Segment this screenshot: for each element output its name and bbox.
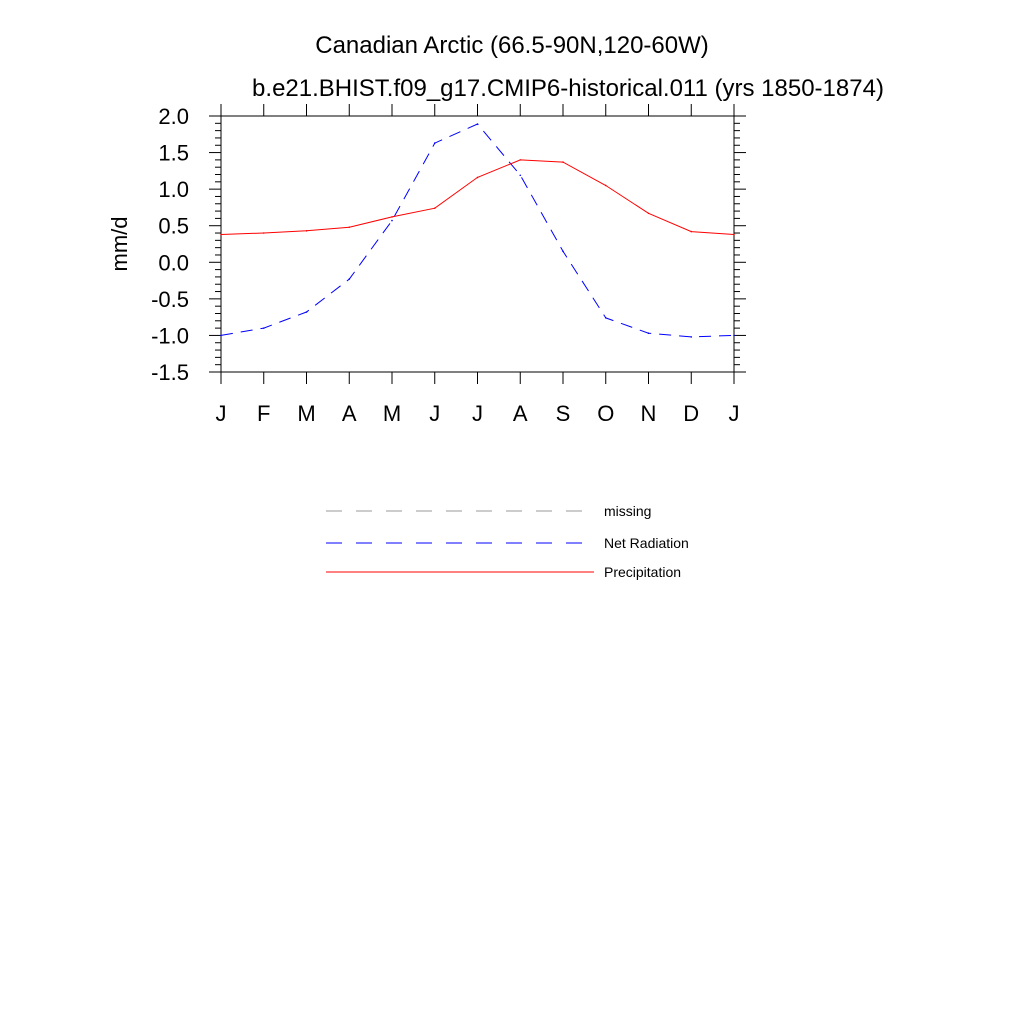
data-point-net-radiation: [519, 174, 521, 176]
data-point-net-radiation: [477, 123, 479, 125]
x-tick-label: M: [382, 401, 402, 426]
x-tick-label: S: [555, 401, 571, 426]
legend: [326, 503, 689, 580]
x-tick-label: A: [341, 401, 357, 426]
y-tick-label: 1.5: [158, 140, 189, 166]
x-tick-label: J: [728, 401, 740, 426]
data-point-net-radiation: [306, 311, 308, 313]
x-tick-label: F: [257, 401, 271, 426]
x-tick-label: J: [215, 401, 227, 426]
legend-label: Precipitation: [604, 564, 682, 580]
y-tick-label: 0.0: [158, 250, 189, 276]
data-point-precipitation: [562, 161, 564, 163]
data-point-net-radiation: [648, 332, 650, 334]
y-tick-label: -0.5: [151, 286, 189, 312]
legend-label: missing: [604, 503, 652, 519]
plot-area: [151, 104, 746, 426]
y-tick-label: -1.5: [151, 360, 189, 385]
x-tick-label: M: [297, 401, 316, 426]
y-tick-label: -1.0: [151, 323, 189, 349]
data-point-precipitation: [519, 159, 521, 161]
data-point-net-radiation: [733, 335, 735, 337]
legend-label: Net Radiation: [604, 535, 689, 551]
x-tick-label: J: [472, 401, 483, 426]
data-point-precipitation: [690, 231, 692, 233]
series-line-net-radiation: [221, 124, 734, 337]
chart-subtitle: b.e21.BHIST.f09_g17.CMIP6-historical.011 (yrs 1850-1874): [252, 75, 884, 102]
series-line-precipitation: [221, 160, 734, 235]
data-point-net-radiation: [220, 335, 222, 337]
data-point-net-radiation: [562, 251, 564, 253]
x-tick-label: O: [597, 401, 615, 426]
data-point-precipitation: [605, 185, 607, 187]
data-point-net-radiation: [263, 327, 265, 329]
data-point-precipitation: [348, 226, 350, 228]
data-point-precipitation: [733, 234, 735, 236]
data-point-precipitation: [434, 207, 436, 209]
data-point-net-radiation: [434, 142, 436, 144]
data-point-net-radiation: [391, 220, 393, 222]
data-point-net-radiation: [690, 336, 692, 338]
data-point-precipitation: [263, 232, 265, 234]
data-point-precipitation: [477, 177, 479, 179]
x-tick-label: J: [429, 401, 441, 426]
chart-title: Canadian Arctic (66.5-90N,120-60W): [315, 32, 709, 59]
data-point-precipitation: [391, 216, 393, 218]
y-tick-label: 0.5: [158, 213, 189, 239]
data-point-net-radiation: [348, 278, 350, 280]
data-point-net-radiation: [605, 317, 607, 319]
y-axis-label: mm/d: [107, 216, 132, 272]
x-tick-label: A: [512, 401, 528, 426]
x-tick-label: D: [683, 401, 700, 426]
plot-frame: [221, 116, 734, 372]
x-tick-label: N: [640, 401, 657, 426]
y-tick-label: 2.0: [158, 104, 189, 129]
data-point-precipitation: [220, 234, 222, 236]
data-point-precipitation: [306, 230, 308, 232]
data-point-precipitation: [648, 212, 650, 214]
y-tick-label: 1.0: [158, 177, 189, 203]
